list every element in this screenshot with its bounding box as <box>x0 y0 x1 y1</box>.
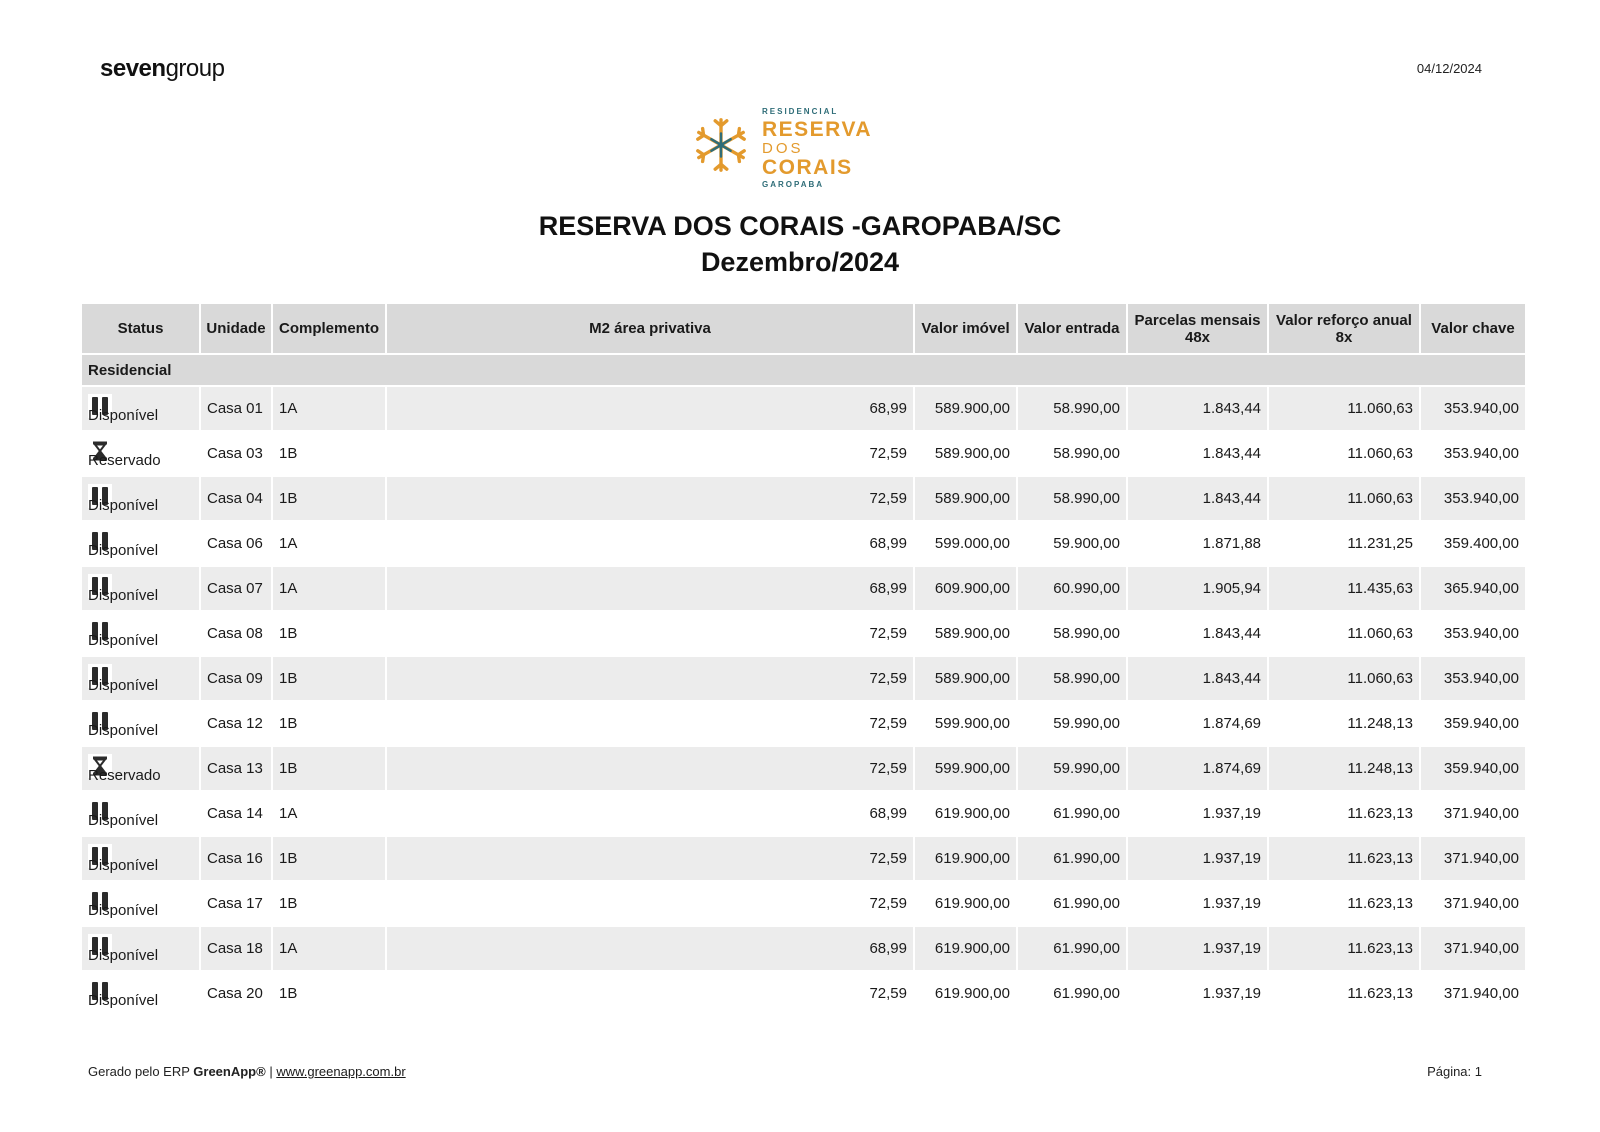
cell-valor-entrada: 58.990,00 <box>1017 431 1127 476</box>
table-row <box>82 836 1525 881</box>
cell-chave: 365.940,00 <box>1420 566 1525 611</box>
cell-unidade: Casa 20 <box>200 971 272 1015</box>
cell-chave: 353.940,00 <box>1420 656 1525 701</box>
cell-valor-imovel: 619.900,00 <box>914 791 1017 836</box>
cell-m2: 72,59 <box>386 656 914 701</box>
cell-complemento: 1A <box>272 926 386 971</box>
document-date: 04/12/2024 <box>1416 61 1482 76</box>
cell-complemento: 1B <box>272 476 386 521</box>
cell-complemento: 1B <box>272 431 386 476</box>
cell-reforco: 11.623,13 <box>1268 791 1420 836</box>
header-complemento: Complemento <box>272 304 386 354</box>
cell-status <box>82 791 200 836</box>
brand-part1: seven <box>100 55 166 82</box>
table-row <box>82 746 1525 791</box>
cell-complemento: 1B <box>272 836 386 881</box>
table-header-row <box>82 304 1525 354</box>
cell-chave: 359.400,00 <box>1420 521 1525 566</box>
cell-valor-imovel: 619.900,00 <box>914 881 1017 926</box>
cell-unidade: Casa 17 <box>200 881 272 926</box>
cell-valor-imovel: 609.900,00 <box>914 566 1017 611</box>
page-number: Página: 1 <box>1427 1064 1482 1079</box>
cell-reforco: 11.060,63 <box>1268 431 1420 476</box>
cell-parcelas: 1.843,44 <box>1127 431 1268 476</box>
table-row <box>82 701 1525 746</box>
cell-chave: 371.940,00 <box>1420 836 1525 881</box>
cell-valor-entrada: 59.990,00 <box>1017 701 1127 746</box>
header-status: Status <box>82 304 200 354</box>
section-label: Residencial <box>82 354 1525 386</box>
header-reforco: Valor reforço anual 8x <box>1268 304 1420 354</box>
cell-status <box>82 926 200 971</box>
cell-chave: 353.940,00 <box>1420 386 1525 431</box>
cell-reforco: 11.623,13 <box>1268 926 1420 971</box>
cell-valor-imovel: 589.900,00 <box>914 611 1017 656</box>
cell-m2: 72,59 <box>386 881 914 926</box>
cell-status <box>82 476 200 521</box>
cell-valor-entrada: 58.990,00 <box>1017 386 1127 431</box>
cell-status <box>82 431 200 476</box>
cell-reforco: 11.060,63 <box>1268 611 1420 656</box>
cell-complemento: 1A <box>272 386 386 431</box>
cell-parcelas: 1.843,44 <box>1127 476 1268 521</box>
cell-status <box>82 386 200 431</box>
cell-complemento: 1B <box>272 971 386 1015</box>
cell-unidade: Casa 13 <box>200 746 272 791</box>
cell-parcelas: 1.937,19 <box>1127 926 1268 971</box>
footer-prefix: Gerado pelo ERP <box>88 1064 194 1079</box>
cell-m2: 72,59 <box>386 971 914 1015</box>
table-row <box>82 521 1525 566</box>
cell-unidade: Casa 08 <box>200 611 272 656</box>
coral-snowflake-icon <box>692 116 750 174</box>
cell-m2: 68,99 <box>386 926 914 971</box>
cell-complemento: 1B <box>272 701 386 746</box>
cell-unidade: Casa 07 <box>200 566 272 611</box>
status-label: Disponível <box>88 812 159 829</box>
logo-line1: RESIDENCIAL <box>762 107 839 116</box>
cell-status <box>82 971 200 1015</box>
cell-unidade: Casa 09 <box>200 656 272 701</box>
logo-line5: GAROPABA <box>762 180 825 189</box>
cell-reforco: 11.623,13 <box>1268 881 1420 926</box>
cell-status <box>82 746 200 791</box>
status-label: Disponível <box>88 497 159 514</box>
cell-m2: 72,59 <box>386 746 914 791</box>
cell-chave: 359.940,00 <box>1420 746 1525 791</box>
cell-parcelas: 1.843,44 <box>1127 656 1268 701</box>
logo-line4: CORAIS <box>762 156 853 179</box>
cell-status <box>82 701 200 746</box>
cell-unidade: Casa 12 <box>200 701 272 746</box>
cell-valor-entrada: 61.990,00 <box>1017 881 1127 926</box>
cell-complemento: 1B <box>272 611 386 656</box>
cell-unidade: Casa 03 <box>200 431 272 476</box>
cell-valor-imovel: 589.900,00 <box>914 386 1017 431</box>
table-row <box>82 791 1525 836</box>
logo-line3: DOS <box>762 140 804 157</box>
cell-unidade: Casa 14 <box>200 791 272 836</box>
header-valor-imovel: Valor imóvel <box>914 304 1017 354</box>
cell-reforco: 11.060,63 <box>1268 386 1420 431</box>
footer-erp-name: GreenApp® <box>193 1064 266 1079</box>
cell-reforco: 11.231,25 <box>1268 521 1420 566</box>
status-label: Disponível <box>88 587 159 604</box>
cell-m2: 68,99 <box>386 566 914 611</box>
cell-parcelas: 1.937,19 <box>1127 881 1268 926</box>
cell-parcelas: 1.937,19 <box>1127 971 1268 1015</box>
table-row <box>82 656 1525 701</box>
cell-chave: 371.940,00 <box>1420 881 1525 926</box>
cell-m2: 68,99 <box>386 791 914 836</box>
cell-unidade: Casa 06 <box>200 521 272 566</box>
table-row <box>82 431 1525 476</box>
brand-part2: group <box>165 55 225 82</box>
table-row <box>82 881 1525 926</box>
footer-link[interactable]: www.greenapp.com.br <box>276 1064 406 1079</box>
table-row <box>82 971 1525 1015</box>
table-row <box>82 611 1525 656</box>
cell-m2: 72,59 <box>386 476 914 521</box>
cell-reforco: 11.435,63 <box>1268 566 1420 611</box>
status-label: Disponível <box>88 857 159 874</box>
cell-status <box>82 566 200 611</box>
cell-chave: 371.940,00 <box>1420 971 1525 1015</box>
report-title: RESERVA DOS CORAIS -GAROPABA/SC <box>538 211 1062 241</box>
cell-complemento: 1A <box>272 566 386 611</box>
header-valor-entrada: Valor entrada <box>1017 304 1127 354</box>
cell-status <box>82 521 200 566</box>
cell-valor-entrada: 58.990,00 <box>1017 611 1127 656</box>
cell-status <box>82 836 200 881</box>
table-row <box>82 926 1525 971</box>
report-subtitle: Dezembro/2024 <box>700 247 900 277</box>
cell-valor-entrada: 59.900,00 <box>1017 521 1127 566</box>
status-label: Reservado <box>88 452 161 469</box>
cell-m2: 72,59 <box>386 701 914 746</box>
cell-valor-imovel: 599.900,00 <box>914 746 1017 791</box>
cell-parcelas: 1.874,69 <box>1127 701 1268 746</box>
cell-status <box>82 881 200 926</box>
cell-complemento: 1B <box>272 881 386 926</box>
cell-valor-entrada: 58.990,00 <box>1017 656 1127 701</box>
cell-reforco: 11.248,13 <box>1268 746 1420 791</box>
status-label: Disponível <box>88 632 159 649</box>
cell-valor-imovel: 589.900,00 <box>914 476 1017 521</box>
cell-valor-imovel: 619.900,00 <box>914 926 1017 971</box>
cell-m2: 72,59 <box>386 611 914 656</box>
cell-complemento: 1B <box>272 746 386 791</box>
header-chave: Valor chave <box>1420 304 1525 354</box>
status-label: Disponível <box>88 722 159 739</box>
cell-m2: 68,99 <box>386 386 914 431</box>
cell-valor-entrada: 58.990,00 <box>1017 476 1127 521</box>
cell-unidade: Casa 16 <box>200 836 272 881</box>
table-row <box>82 566 1525 611</box>
cell-chave: 353.940,00 <box>1420 611 1525 656</box>
cell-m2: 68,99 <box>386 521 914 566</box>
cell-reforco: 11.623,13 <box>1268 836 1420 881</box>
cell-unidade: Casa 18 <box>200 926 272 971</box>
logo-line2: RESERVA <box>762 118 873 141</box>
cell-status <box>82 656 200 701</box>
cell-valor-imovel: 589.900,00 <box>914 656 1017 701</box>
cell-valor-imovel: 589.900,00 <box>914 431 1017 476</box>
cell-valor-entrada: 60.990,00 <box>1017 566 1127 611</box>
cell-parcelas: 1.937,19 <box>1127 791 1268 836</box>
cell-unidade: Casa 04 <box>200 476 272 521</box>
cell-valor-imovel: 619.900,00 <box>914 836 1017 881</box>
cell-chave: 353.940,00 <box>1420 431 1525 476</box>
cell-reforco: 11.248,13 <box>1268 701 1420 746</box>
table-row <box>82 476 1525 521</box>
section-row <box>82 354 1525 386</box>
cell-chave: 353.940,00 <box>1420 476 1525 521</box>
cell-reforco: 11.623,13 <box>1268 971 1420 1015</box>
cell-reforco: 11.060,63 <box>1268 656 1420 701</box>
cell-chave: 371.940,00 <box>1420 926 1525 971</box>
project-logo <box>692 107 892 189</box>
cell-parcelas: 1.843,44 <box>1127 611 1268 656</box>
cell-complemento: 1A <box>272 791 386 836</box>
cell-valor-entrada: 61.990,00 <box>1017 971 1127 1015</box>
status-label: Disponível <box>88 542 159 559</box>
header-parcelas: Parcelas mensais 48x <box>1127 304 1268 354</box>
footer-generated-by <box>88 1064 406 1079</box>
units-table <box>82 304 1525 1015</box>
brand-logo <box>100 55 224 83</box>
cell-status <box>82 611 200 656</box>
header-m2: M2 área privativa <box>386 304 914 354</box>
cell-chave: 359.940,00 <box>1420 701 1525 746</box>
cell-unidade: Casa 01 <box>200 386 272 431</box>
table-row <box>82 386 1525 431</box>
cell-valor-imovel: 599.000,00 <box>914 521 1017 566</box>
cell-parcelas: 1.905,94 <box>1127 566 1268 611</box>
status-label: Disponível <box>88 947 159 964</box>
cell-valor-entrada: 61.990,00 <box>1017 836 1127 881</box>
header-unidade: Unidade <box>200 304 272 354</box>
cell-parcelas: 1.871,88 <box>1127 521 1268 566</box>
status-label: Disponível <box>88 992 159 1009</box>
cell-m2: 72,59 <box>386 431 914 476</box>
cell-reforco: 11.060,63 <box>1268 476 1420 521</box>
cell-complemento: 1A <box>272 521 386 566</box>
status-label: Reservado <box>88 767 161 784</box>
cell-complemento: 1B <box>272 656 386 701</box>
cell-parcelas: 1.874,69 <box>1127 746 1268 791</box>
cell-valor-entrada: 61.990,00 <box>1017 791 1127 836</box>
status-label: Disponível <box>88 407 159 424</box>
cell-parcelas: 1.937,19 <box>1127 836 1268 881</box>
cell-valor-entrada: 59.990,00 <box>1017 746 1127 791</box>
footer-separator: | <box>265 1064 277 1079</box>
cell-m2: 72,59 <box>386 836 914 881</box>
cell-chave: 371.940,00 <box>1420 791 1525 836</box>
cell-valor-entrada: 61.990,00 <box>1017 926 1127 971</box>
cell-valor-imovel: 619.900,00 <box>914 971 1017 1015</box>
status-label: Disponível <box>88 902 159 919</box>
cell-valor-imovel: 599.900,00 <box>914 701 1017 746</box>
status-label: Disponível <box>88 677 159 694</box>
cell-parcelas: 1.843,44 <box>1127 386 1268 431</box>
